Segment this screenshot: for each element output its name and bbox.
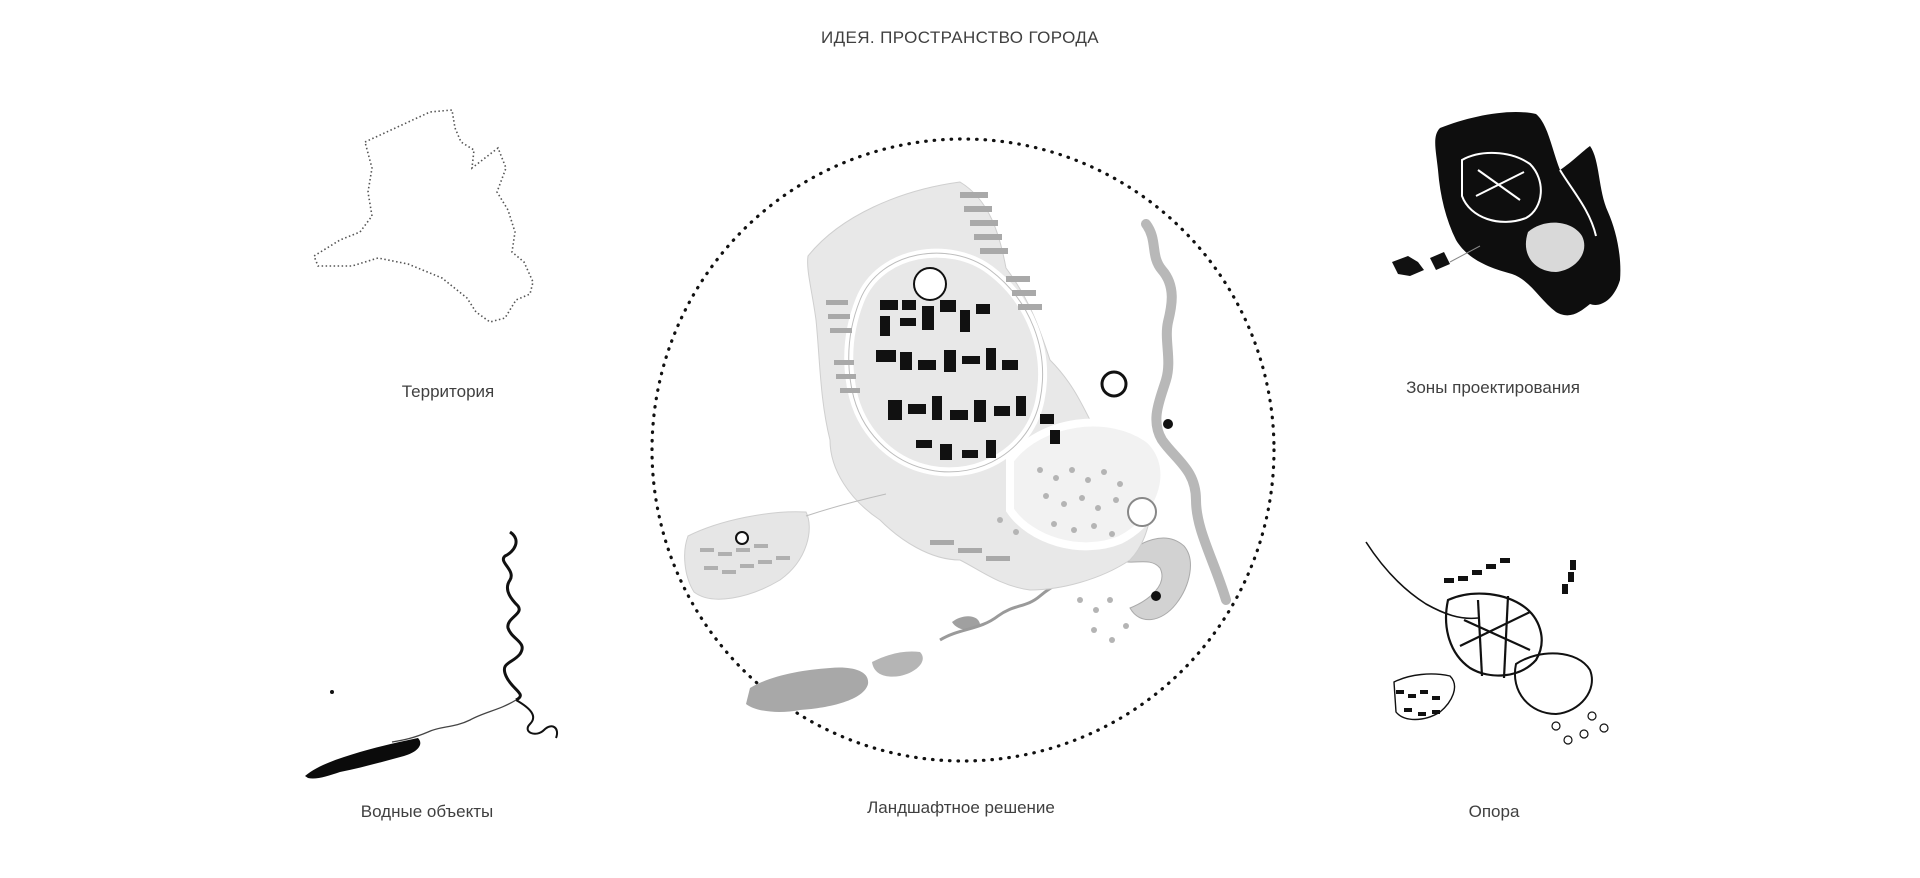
eastern-oval bbox=[1010, 423, 1164, 547]
landscape-plan bbox=[652, 139, 1274, 761]
round-dark-2 bbox=[1163, 419, 1173, 429]
landscape-solution-label: Ландшафтное решение bbox=[867, 798, 1055, 817]
west-plaza bbox=[736, 532, 748, 544]
water-objects-diagram bbox=[305, 532, 557, 779]
lake-gray-2 bbox=[872, 651, 923, 676]
support-east-oval bbox=[1515, 653, 1592, 714]
zones-main bbox=[1435, 112, 1620, 315]
round-plaza bbox=[914, 268, 946, 300]
zones-west-fragment-2 bbox=[1430, 252, 1450, 270]
support-east-trees bbox=[1552, 712, 1608, 744]
support-blocks bbox=[1396, 558, 1576, 716]
support-network bbox=[1446, 594, 1542, 678]
pond-dot bbox=[330, 690, 334, 694]
water-objects-label: Водные объекты bbox=[360, 802, 494, 821]
round-dark bbox=[1151, 591, 1161, 601]
river-line bbox=[503, 532, 522, 700]
territory-outline-diagram bbox=[314, 110, 533, 322]
river-loop bbox=[516, 700, 557, 738]
territory-boundary bbox=[314, 110, 533, 322]
west-district bbox=[685, 512, 810, 599]
design-zones-diagram bbox=[1392, 112, 1620, 315]
support-diagram bbox=[1366, 542, 1608, 744]
support-label: Опора bbox=[1468, 802, 1520, 821]
round-plaza-2 bbox=[1102, 372, 1126, 396]
territory-label: Территория bbox=[401, 382, 495, 401]
lake-gray bbox=[746, 668, 868, 712]
lake bbox=[305, 738, 420, 779]
design-zones-label: Зоны проектирования bbox=[1406, 378, 1580, 397]
page-title: ИДЕЯ. ПРОСТРАНСТВО ГОРОДА bbox=[820, 28, 1100, 47]
round-plaza-3 bbox=[1128, 498, 1156, 526]
river-thin bbox=[392, 700, 516, 742]
zones-west-fragment bbox=[1392, 256, 1424, 276]
